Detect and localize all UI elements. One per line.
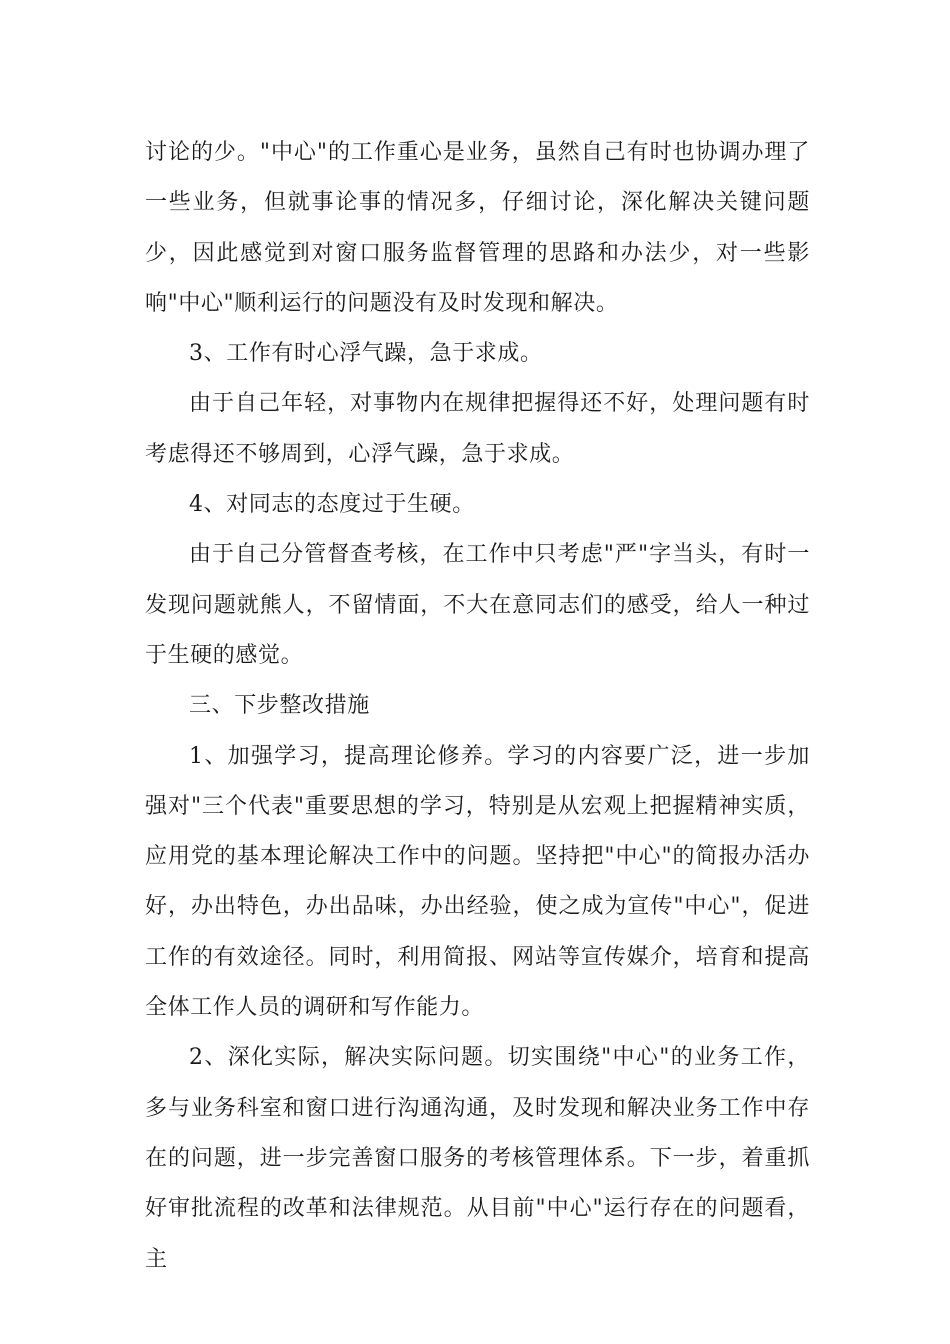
paragraph-8: 2、深化实际，解决实际问题。切实围绕"中心"的业务工作，多与业务科室和窗口进行沟通沟通，及时发现和解决业务工作中存在的问题，进一步完善窗口服务的考核管理体系。下一步，着重抓好审批流程的改革和法律规范。从目前"中心"运行存在的问题看，主	[145, 1045, 810, 1272]
paragraph-1: 讨论的少。"中心"的工作重心是业务，虽然自己有时也协调办理了一些业务，但就事论事的情况多，仔细讨论，深化解决关键问题少，因此感觉到对窗口服务监督管理的思路和办法少，对一些影响"中心"顺利运行的问题没有及时发现和解决。	[145, 140, 810, 316]
paragraph-4-heading: 4、对同志的态度过于生硬。	[189, 492, 475, 518]
paragraph-3: 由于自己年轻，对事物内在规律把握得还不好，处理问题有时考虑得还不够周到，心浮气躁，急于求成。	[145, 391, 810, 467]
section-heading: 三、下步整改措施	[189, 693, 370, 719]
paragraph-2-heading: 3、工作有时心浮气躁，急于求成。	[189, 341, 543, 367]
paragraph-5: 由于自己分管督查考核，在工作中只考虑"严"字当头，有时一发现问题就熊人，不留情面，不大在意同志们的感受，给人一种过于生硬的感觉。	[145, 542, 810, 668]
document-body	[145, 128, 810, 1285]
paragraph-7: 1、加强学习，提高理论修养。学习的内容要广泛，进一步加强对"三个代表"重要思想的学习，特别是从宏观上把握精神实质，应用党的基本理论解决工作中的问题。坚持把"中心"的简报办活办好，办出特色，办出品味，办出经验，使之成为宣传"中心"，促进工作的有效途径。同时，利用简报、网站等宣传媒介，培育和提高全体工作人员的调研和写作能力。	[145, 743, 810, 1021]
